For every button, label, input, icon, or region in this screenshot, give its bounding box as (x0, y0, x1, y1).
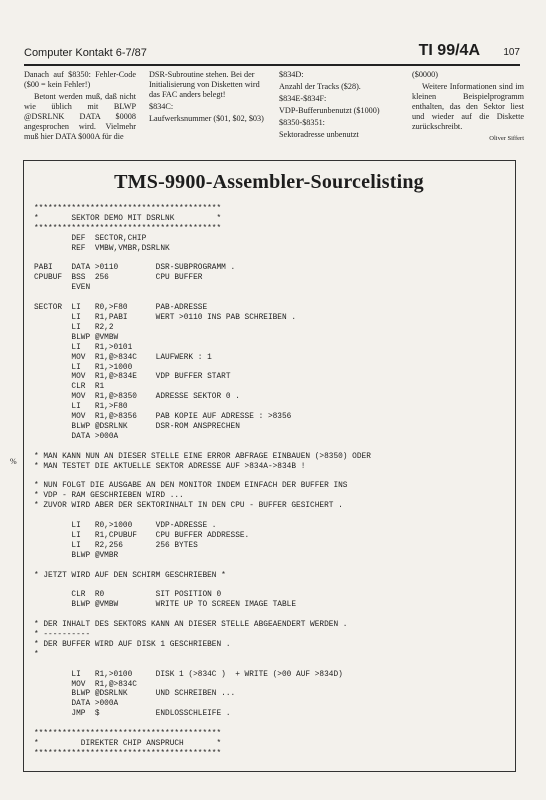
paragraph: Anzahl der Tracks ($28). (279, 82, 361, 91)
paragraph: $8350-$8351: (279, 118, 325, 127)
section-title: TI 99/4A (418, 42, 480, 59)
article-text (24, 70, 524, 152)
paragraph: Laufwerksnummer ($01, $02, $03) (149, 114, 264, 123)
header-rule (24, 64, 520, 66)
paragraph: Betont werden muß, daß nicht wie üblich mit BLWP @DSRLNK DATA $0008 angesprochen wird. Vielmehr muß hier DATA $000A für die (24, 92, 136, 141)
paragraph: Danach auf $8350: Fehler-Code ($00 = kein Fehler!) (24, 70, 136, 89)
text-column-1 (24, 70, 136, 144)
paragraph: $834E-$834F: (279, 94, 327, 103)
page-header (24, 44, 520, 64)
listing-title: TMS-9900-Assembler-Sourcelisting (114, 171, 424, 193)
page-number: 107 (503, 47, 520, 58)
paragraph: $834C: (149, 102, 174, 111)
text-column-2 (149, 70, 269, 126)
text-column-4 (412, 70, 524, 144)
magazine-issue: Computer Kontakt 6-7/87 (24, 47, 147, 59)
listing-box (10, 160, 516, 772)
margin-mark: % (10, 457, 17, 466)
paragraph: DSR-Subroutine stehen. Bei der Initialisierung von Disketten wird das FAC anders belegt! (149, 70, 260, 99)
paragraph: ($0000) (412, 70, 438, 79)
paragraph: Weitere Informationen sind im kleinen Beispielprogramm enthalten, das den Sektor liest und wieder auf die Diskette zurückschreibt. (412, 82, 524, 131)
author-name: Oliver Siffert (489, 135, 524, 142)
paragraph: VDP-Bufferunbenutzt ($1000) (279, 106, 380, 115)
paragraph: Sektoradresse unbenutzt (279, 130, 359, 139)
source-code: **************************************** * SEKTOR DEMO MIT DSRLNK * **************************************** DEF SECTOR,CHIP REF VMBW,VMBR,DSRLNK PABI DATA >0110 DSR-SUBPROGRAMM . CPUBUF BSS 256 CPU BUFFER EVEN SECTOR LI R0,>F80 PAB-ADRESSE LI R1,PABI WERT >0110 INS PAB SCHREIBEN . LI R2,2 BLWP @VMBW LI R1,>0101 MOV R1,@>834C LAUFWERK : 1 LI R1,>1000 MOV R1,@>834E VDP BUFFER START CLR R1 MOV R1,@>8350 ADRESSE SEKTOR 0 . LI R1,>F80 MOV R1,@>8356 PAB KOPIE AUF ADRESSE : >8356 BLWP @DSRLNK DSR-ROM ANSPRECHEN DATA >000A * MAN KANN NUN AN DIESER STELLE EINE ERROR ABFRAGE EINBAUEN (>8350) ODER * MAN TESTET DIE AKTUELLE SEKTOR ADRESSE AUF >834A->834B ! * NUN FOLGT DIE AUSGABE AN DEN MONITOR INDEM EINFACH DER BUFFER INS * VDP - RAM GESCHRIEBEN WIRD ... * ZUVOR WIRD ABER DER SEKTORINHALT IN DEN CPU - BUFFER GESICHERT . LI R0,>1000 VDP-ADRESSE . LI R1,CPUBUF CPU BUFFER ADDRESSE. LI R2,256 256 BYTES BLWP @VMBR * JETZT WIRD AUF DEN SCHIRM GESCHRIEBEN * CLR R0 SIT POSITION 0 BLWP @VMBW WRITE UP TO SCREEN IMAGE TABLE * DER INHALT DES SEKTORS KANN AN DIESER STELLE ABGEAENDERT WERDEN . * ---------- * DER BUFFER WIRD AUF DISK 1 GESCHRIEBEN . * LI R1,>0100 DISK 1 (>834C ) + WRITE (>00 AUF >834D) MOV R1,@>834C BLWP @DSRLNK UND SCHREIBEN ... DATA >000A JMP $ ENDLOSSCHLEIFE . **************************************** * DIREKTER CHIP ANSPRUCH * **************************************** (34, 205, 371, 758)
text-column-3 (279, 70, 401, 142)
paragraph: $834D: (279, 70, 304, 79)
